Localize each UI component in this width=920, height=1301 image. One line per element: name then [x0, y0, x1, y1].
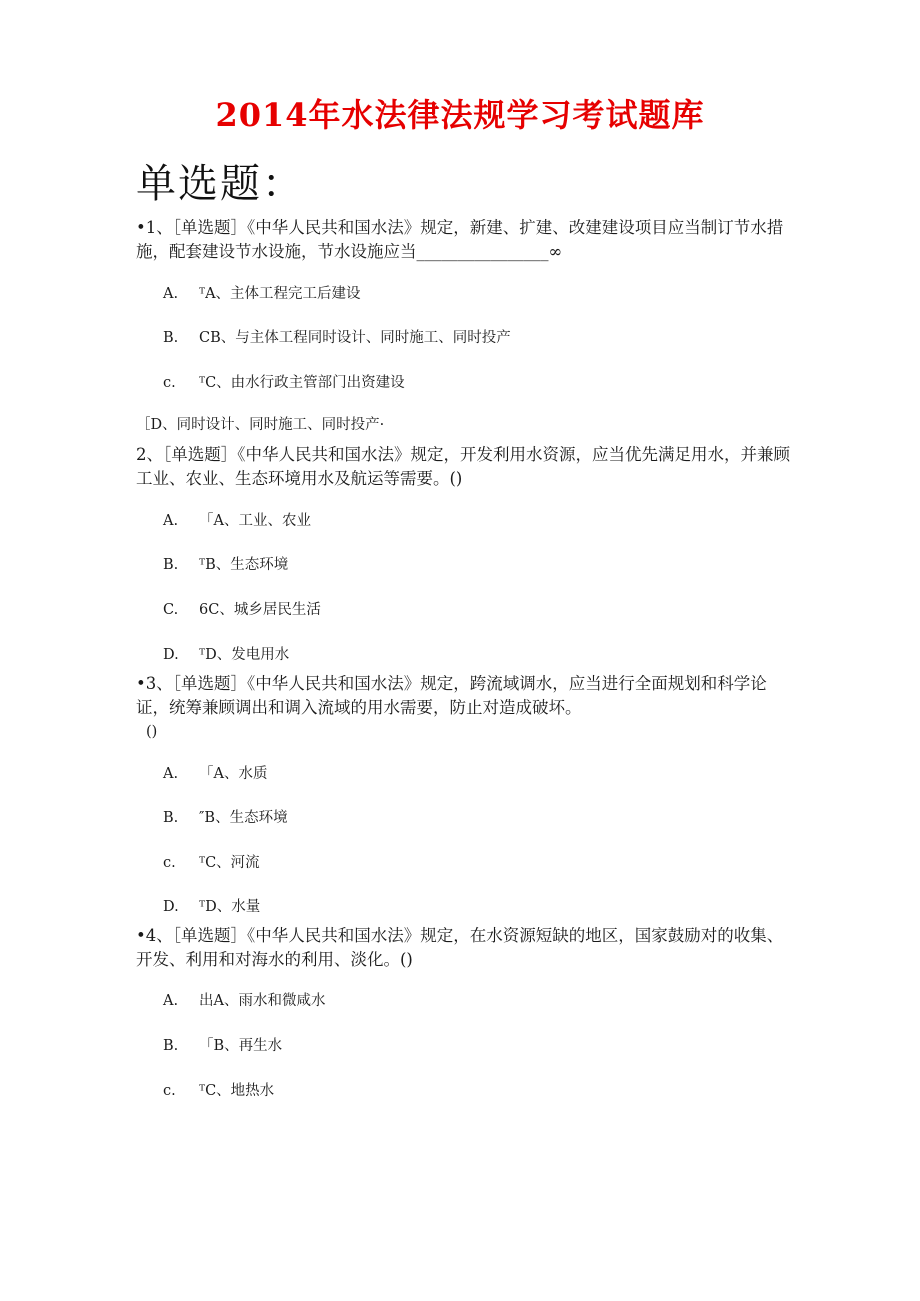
option-marker: A.: [163, 286, 179, 302]
question-3-option-d[interactable]: [163, 895, 260, 916]
option-marker: B.: [163, 1038, 179, 1054]
question-2-option-a[interactable]: [163, 509, 311, 530]
question-2-option-c[interactable]: [163, 598, 321, 619]
question-2-option-d[interactable]: [163, 643, 289, 664]
question-1-option-c[interactable]: [163, 371, 405, 392]
question-2-option-b[interactable]: [163, 553, 288, 574]
option-marker: A.: [163, 513, 179, 529]
option-text: 6C、城乡居民生活: [199, 602, 321, 618]
question-4-option-b[interactable]: [163, 1034, 282, 1055]
question-3-option-b[interactable]: [163, 806, 288, 827]
question-3-text: •3、［单选题］《中华人民共和国水法》规定，跨流域调水，应当进行全面规划和科学论证，统筹兼顾调出和调入流域的用水需要，防止对造成破坏。: [136, 674, 767, 717]
option-marker: B.: [163, 330, 179, 346]
question-1-option-b[interactable]: [163, 326, 511, 347]
question-3-option-a[interactable]: [163, 762, 267, 783]
question-2-text: 2、［单选题］《中华人民共和国水法》规定，开发利用水资源，应当优先满足用水，并兼顾工业、农业、生态环境用水及航运等需要。(): [136, 445, 790, 488]
option-text: ″B、生态环境: [199, 810, 288, 826]
option-text: ᵀC、河流: [199, 855, 260, 871]
section-heading: 单选题：: [136, 161, 304, 207]
option-marker: A.: [163, 993, 179, 1009]
question-4-option-c[interactable]: [163, 1079, 274, 1100]
option-marker: B.: [163, 810, 179, 826]
option-marker: c.: [163, 1083, 176, 1099]
option-text: ᵀA、主体工程完工后建设: [199, 286, 361, 302]
option-text: ᵀD、水量: [199, 899, 261, 915]
option-text: 「A、工业、农业: [199, 513, 311, 529]
option-marker: B.: [163, 557, 179, 573]
option-text: 「A、水质: [199, 766, 268, 782]
question-1-option-a[interactable]: [163, 282, 361, 303]
option-marker: C.: [163, 602, 179, 618]
question-4-option-a[interactable]: [163, 989, 325, 1010]
option-text: ᵀC、地热水: [199, 1083, 275, 1099]
option-marker: A.: [163, 766, 179, 782]
question-3-option-c[interactable]: [163, 851, 260, 872]
option-marker: D.: [163, 899, 179, 915]
question-1-text: •1、［单选题］《中华人民共和国水法》规定，新建、扩建、改建建设项目应当制订节水措施，配套建设节水设施，节水设施应当________________∞: [136, 218, 784, 261]
question-1-option-d[interactable]: ［D、同时设计、同时施工、同时投产·: [136, 417, 385, 433]
option-marker: D.: [163, 647, 179, 663]
option-text: CB、与主体工程同时设计、同时施工、同时投产: [199, 330, 511, 346]
option-marker: c.: [163, 855, 176, 871]
option-marker: c.: [163, 375, 176, 391]
option-text: 「B、再生水: [199, 1038, 283, 1054]
option-text: 出A、雨水和微咸水: [199, 993, 326, 1009]
document-title: 2014年水法律法规学习考试题库: [215, 96, 705, 134]
option-text: ᵀB、生态环境: [199, 557, 289, 573]
question-4-text: •4、［单选题］《中华人民共和国水法》规定，在水资源短缺的地区，国家鼓励对的收集、开发、利用和对海水的利用、淡化。(): [136, 926, 784, 969]
option-text: ᵀD、发电用水: [199, 647, 290, 663]
option-text: ᵀC、由水行政主管部门出资建设: [199, 375, 405, 391]
question-3-blank: (): [146, 724, 158, 740]
